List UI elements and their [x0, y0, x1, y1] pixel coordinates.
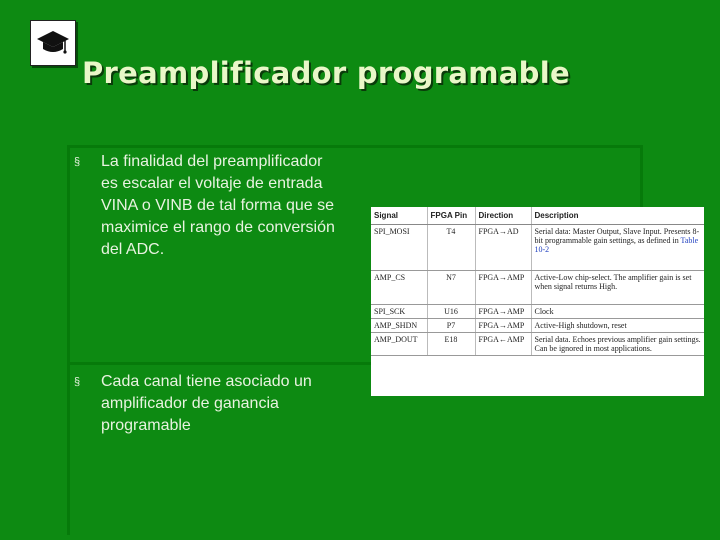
cell-description: Serial data. Echoes previous amplifier gain settings. Can be ignored in most applications.	[531, 333, 704, 356]
signal-table-image	[371, 207, 704, 396]
cell-direction: FPGA→AD	[475, 225, 531, 271]
column-header: Direction	[475, 207, 531, 225]
cell-signal: SPI_MOSI	[371, 225, 427, 271]
table-row	[371, 333, 704, 356]
cell-signal: AMP_CS	[371, 271, 427, 305]
column-header: Description	[531, 207, 704, 225]
cell-pin: E18	[427, 333, 475, 356]
cell-signal: AMP_SHDN	[371, 319, 427, 333]
table-row	[371, 319, 704, 333]
table-row	[371, 305, 704, 319]
bullet-item	[74, 371, 374, 451]
cell-pin: P7	[427, 319, 475, 333]
table-header-row	[371, 207, 704, 225]
cell-pin: T4	[427, 225, 475, 271]
cell-direction: FPGA→AMP	[475, 319, 531, 333]
cell-signal: AMP_DOUT	[371, 333, 427, 356]
cell-description: Active-Low chip-select. The amplifier gain is set when signal returns High.	[531, 271, 704, 305]
bullet-mark: §	[74, 156, 81, 168]
column-header: Signal	[371, 207, 427, 225]
bullet-item	[74, 151, 374, 271]
description-text: Serial data: Master Output, Slave Input. Presents 8-bit programmable gain settings, as defined in	[534, 227, 700, 245]
cell-pin: N7	[427, 271, 475, 305]
graduation-cap-icon	[30, 20, 76, 66]
column-header: FPGA Pin	[427, 207, 475, 225]
cell-direction: FPGA→AMP	[475, 305, 531, 319]
cell-pin: U16	[427, 305, 475, 319]
slide-title: Preamplificador programable	[82, 56, 570, 90]
frame-line-vertical	[67, 145, 70, 535]
bullet-text: La finalidad del preamplificador es escalar el voltaje de entrada VINA o VINB de tal forma que se maximice el rango de conversión del ADC.	[101, 153, 335, 258]
bullet-mark: §	[74, 376, 81, 388]
table-reference-link: Table 10-2	[534, 236, 699, 254]
cell-signal: SPI_SCK	[371, 305, 427, 319]
cell-direction: FPGA→AMP	[475, 271, 531, 305]
table-row	[371, 225, 704, 271]
frame-line-top	[67, 145, 643, 148]
table-row	[371, 271, 704, 305]
signal-table	[371, 207, 704, 356]
bullet-text: Cada canal tiene asociado un amplificador de ganancia programable	[101, 373, 312, 434]
cell-description: Active-High shutdown, reset	[531, 319, 704, 333]
cell-description: Clock	[531, 305, 704, 319]
cell-direction: FPGA←AMP	[475, 333, 531, 356]
cell-description	[531, 225, 704, 271]
